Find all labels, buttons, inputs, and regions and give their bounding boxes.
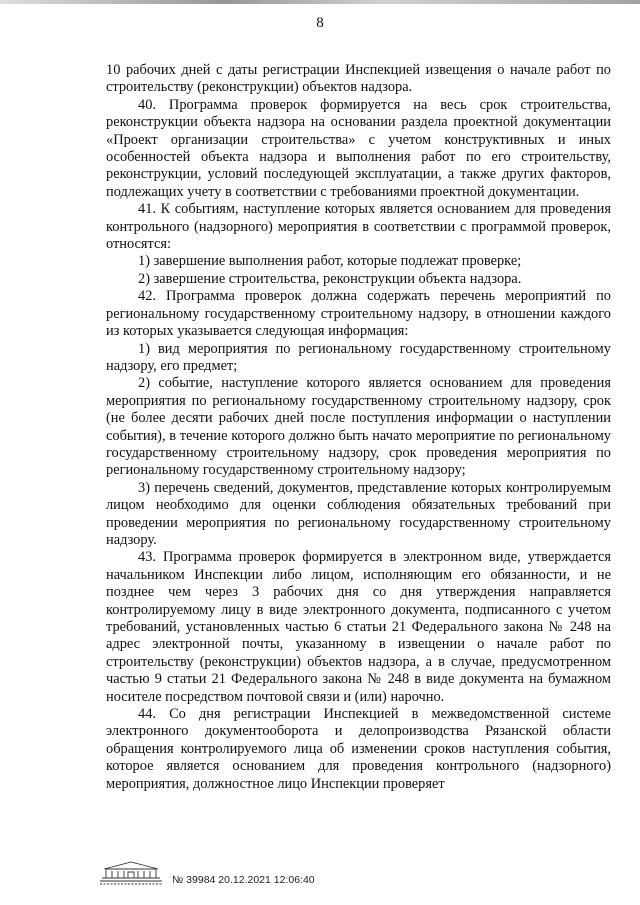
registration-stamp: № 39984 20.12.2021 12:06:40: [172, 874, 315, 886]
paragraph-42-item-2: 2) событие, наступление которого является основанием для проведения мероприятия по региональному государственному строительному надзору, срок (не более десяти рабочих дней после поступления информации о наступлении события), в течение которого должно быть начато мероприятие по региональному государственному строительному надзору, срок проведения мероприятия по региональному государственному строительному надзору;: [106, 375, 611, 479]
paragraph-42-item-1: 1) вид мероприятия по региональному государственному строительному надзору, его предмет;: [106, 340, 611, 374]
page-number: 8: [316, 15, 324, 31]
paragraph-43: 43. Программа проверок формируется в электронном виде, утверждается начальником Инспекции либо лицом, исполняющим его обязанности, и не позднее чем через 3 рабочих дня со дня утверждения направляется контролируемому лицу в виде электронного документа, подписанного с учетом требований, установленных частью 6 статьи 21 Федерального закона № 248 на адрес электронной почты, указанному в извещении о начале работ по строительству (реконструкции) объектов надзора, а в случае, предусмотренном частью 9 статьи 21 Федерального закона № 248 в виде документа на бумажном носителе посредством почтовой связи и (или) нарочно.: [106, 549, 611, 705]
paragraph-continuation: 10 рабочих дней с даты регистрации Инспекцией извещения о начале работ по строительству (реконструкции) объектов надзора.: [106, 62, 611, 96]
paragraph-41-item-1: 1) завершение выполнения работ, которые подлежат проверке;: [138, 253, 522, 270]
paragraph-40: 40. Программа проверок формируется на весь срок строительства, реконструкции объекта надзора на основании раздела проектной документации «Проект организации строительства» с учетом конструктивных и иных особенностей объекта надзора и выполнения работ по его строительству, реконструкции, условий последующей эксплуатации, а также других факторов, подлежащих учету в соответствии с требованиями проектной документации.: [106, 96, 611, 200]
paragraph-41: 41. К событиям, наступление которых является основанием для проведения контрольного (надзорного) мероприятия в соответствии с программой проверок, относятся:: [106, 201, 611, 253]
paragraph-42: 42. Программа проверок должна содержать перечень мероприятий по региональному государственному строительному надзору, в отношении каждого из которых указывается следующая информация:: [106, 288, 611, 340]
building-stamp-icon: [96, 858, 166, 886]
document-body: [106, 62, 611, 793]
scan-edge: [0, 0, 640, 4]
paragraph-44: 44. Со дня регистрации Инспекцией в межведомственной системе электронного документооборота и делопроизводства Рязанской области обращения контролируемого лица об изменении сроков наступления события, которое является основанием для проведения контрольного (надзорного) мероприятия, должностное лицо Инспекции проверяет: [106, 706, 611, 792]
paragraph-42-item-3: 3) перечень сведений, документов, представление которых контролируемым лицом необходимо для оценки соблюдения обязательных требований при проведении мероприятия по региональному государственному строительному надзору.: [106, 479, 611, 548]
paragraph-41-item-2: 2) завершение строительства, реконструкции объекта надзора.: [138, 270, 522, 287]
